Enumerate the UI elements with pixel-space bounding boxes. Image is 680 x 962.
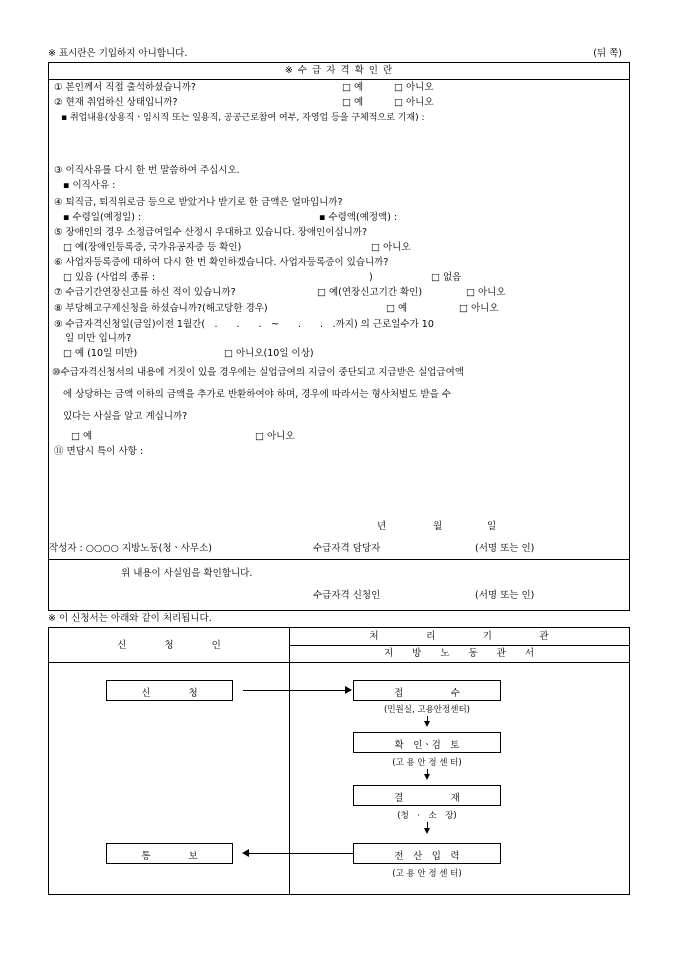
check-title: ※ 수 급 자 격 확 인 란	[284, 65, 394, 76]
apply-to-receive-arrow	[243, 690, 345, 691]
q8-no-checkbox[interactable]: □ 아니오	[459, 303, 499, 314]
notify-arrow-head	[242, 849, 249, 857]
processor-header-divider	[289, 645, 629, 646]
question-6: ⑥ 사업자등록증에 대하여 다시 한 번 확인하겠습니다. 사업자등록증이 있습니까?	[54, 257, 389, 268]
applicant-signature: (서명 또는 인)	[475, 590, 535, 601]
qualification-check-box	[48, 62, 630, 611]
question-11: ⑪ 면담시 특이 사항 :	[54, 446, 144, 457]
date-year: 년	[377, 521, 387, 532]
q2-no-checkbox[interactable]: □ 아니오	[394, 97, 434, 108]
writer-office: 작성자 : ○○○○ 지방노동(청ㆍ사무소)	[49, 543, 212, 554]
question-9-line2: 일 미만 입니까?	[65, 333, 132, 344]
approve-step-label: 결 재	[394, 793, 460, 804]
processor-column-subheader: 지 방 노 동 관 서	[383, 648, 535, 659]
column-divider	[289, 628, 290, 894]
q6-yes-checkbox[interactable]: □ 있음 (사업의 종류 :	[63, 272, 156, 283]
q10-no-checkbox[interactable]: □ 아니오	[255, 431, 295, 442]
approve-to-input-arrow	[424, 828, 430, 834]
notify-step-label: 통 보	[141, 851, 198, 862]
q4-amount-field: ▪ 수령액(예정액) :	[319, 212, 398, 223]
officer-signature: (서명 또는 인)	[475, 543, 535, 554]
q8-yes-checkbox[interactable]: □ 예	[386, 303, 408, 314]
q1-yes-checkbox[interactable]: □ 예	[342, 82, 364, 93]
header-row	[48, 48, 630, 62]
process-flow-box	[48, 627, 630, 895]
apply-step-label: 신 청	[141, 688, 198, 699]
q9-yes-checkbox[interactable]: □ 예 (10일 미만)	[63, 348, 138, 359]
apply-step-box	[106, 680, 233, 701]
review-step-sub: (고 용 안 정 센 터)	[392, 758, 462, 768]
q2-yes-checkbox[interactable]: □ 예	[342, 97, 364, 108]
question-9-line1: ⑨ 수급자격신청일(금일)이전 1월간( . . . ~ . . .까지) 의 근로일수가 10	[54, 319, 434, 330]
notify-step-box	[106, 843, 233, 864]
q6-no-checkbox[interactable]: □ 없음	[431, 272, 462, 283]
approve-step-box	[353, 785, 501, 806]
title-divider	[49, 79, 629, 80]
processor-column-header: 처 리 기 관	[369, 631, 549, 642]
receive-step-sub: (민원실, 고용안정센터)	[384, 705, 470, 715]
applicant-label: 수급자격 신청인	[313, 590, 381, 601]
question-5: ⑤ 장애인의 경우 소정급여일수 산정시 우대하고 있습니다. 장애인이십니까?	[54, 227, 368, 238]
question-3: ③ 이직사유를 다시 한 번 말씀하여 주십시오.	[54, 165, 240, 176]
officer-label: 수급자격 담당자	[313, 543, 381, 554]
q10-yes-checkbox[interactable]: □ 예	[71, 431, 93, 442]
review-step-label: 확 인ㆍ검 토	[394, 740, 460, 751]
header-note: ※ 표시란은 기입하지 아니합니다.	[48, 48, 188, 59]
process-note: ※ 이 신청서는 아래와 같이 처리됩니다.	[48, 613, 212, 624]
q3-reason-field: ▪ 이직사유 :	[63, 180, 116, 191]
input-step-box	[353, 843, 501, 864]
q2-employment-detail: ▪ 취업내용(상용직ㆍ임시직 또는 일용직, 공공근로참여 여부, 자영업 등을 구체적으로 기재) :	[61, 113, 425, 123]
applicant-column-header: 신 청 인	[117, 640, 221, 651]
input-to-notify-arrow	[249, 853, 353, 854]
q6-close-paren: )	[369, 272, 373, 283]
header-divider	[49, 662, 629, 663]
q5-yes-checkbox[interactable]: □ 예(장애인등록증, 국가유공자증 등 확인)	[63, 242, 242, 253]
q7-no-checkbox[interactable]: □ 아니오	[466, 287, 506, 298]
receive-step-label: 접 수	[394, 688, 460, 699]
page-side-label: (뒤 쪽)	[593, 48, 622, 59]
question-4: ④ 퇴직금, 퇴직위로금 등으로 받았거나 받기로 한 금액은 얼마입니까?	[54, 197, 343, 208]
receive-step-box	[353, 680, 501, 701]
confirm-text: 위 내용이 사실임을 확인합니다.	[121, 568, 253, 579]
q9-no-checkbox[interactable]: □ 아니오(10일 이상)	[224, 348, 314, 359]
question-10-line2: 에 상당하는 금액 이하의 금액을 추가로 반환하여야 하며, 경우에 따라서는 형사처벌도 받을 수	[63, 389, 451, 400]
input-step-label: 전 산 입 력	[394, 851, 460, 862]
receive-to-review-arrow	[424, 721, 430, 727]
q5-no-checkbox[interactable]: □ 아니오	[371, 242, 411, 253]
date-day: 일	[487, 521, 497, 532]
q1-no-checkbox[interactable]: □ 아니오	[394, 82, 434, 93]
review-to-approve-arrow	[424, 774, 430, 780]
approve-step-sub: (청 · 소 장)	[397, 811, 457, 821]
question-8: ⑧ 부당해고구제신청을 하셨습니까?(해고당한 경우)	[54, 303, 268, 314]
question-10-line1: ⑩수급자격신청서의 내용에 거짓이 있을 경우에는 실업급여의 지급이 중단되고 지급받은 실업급여액	[52, 367, 464, 378]
review-step-box	[353, 732, 501, 753]
date-month: 월	[433, 521, 443, 532]
question-10-line3: 있다는 사실을 알고 계십니까?	[63, 411, 188, 422]
confirm-divider	[49, 559, 629, 560]
question-2: ② 현재 취업하신 상태입니까?	[54, 97, 178, 108]
q4-date-field: ▪ 수령일(예정일) :	[63, 212, 142, 223]
apply-arrow-head	[345, 686, 352, 694]
input-step-sub: (고 용 안 정 센 터)	[392, 869, 462, 879]
q7-yes-checkbox[interactable]: □ 예(연장신고기간 확인)	[317, 287, 423, 298]
question-1: ① 본인께서 직접 출석하셨습니까?	[54, 82, 196, 93]
question-7: ⑦ 수급기간연장신고를 하신 적이 있습니까?	[54, 287, 236, 298]
